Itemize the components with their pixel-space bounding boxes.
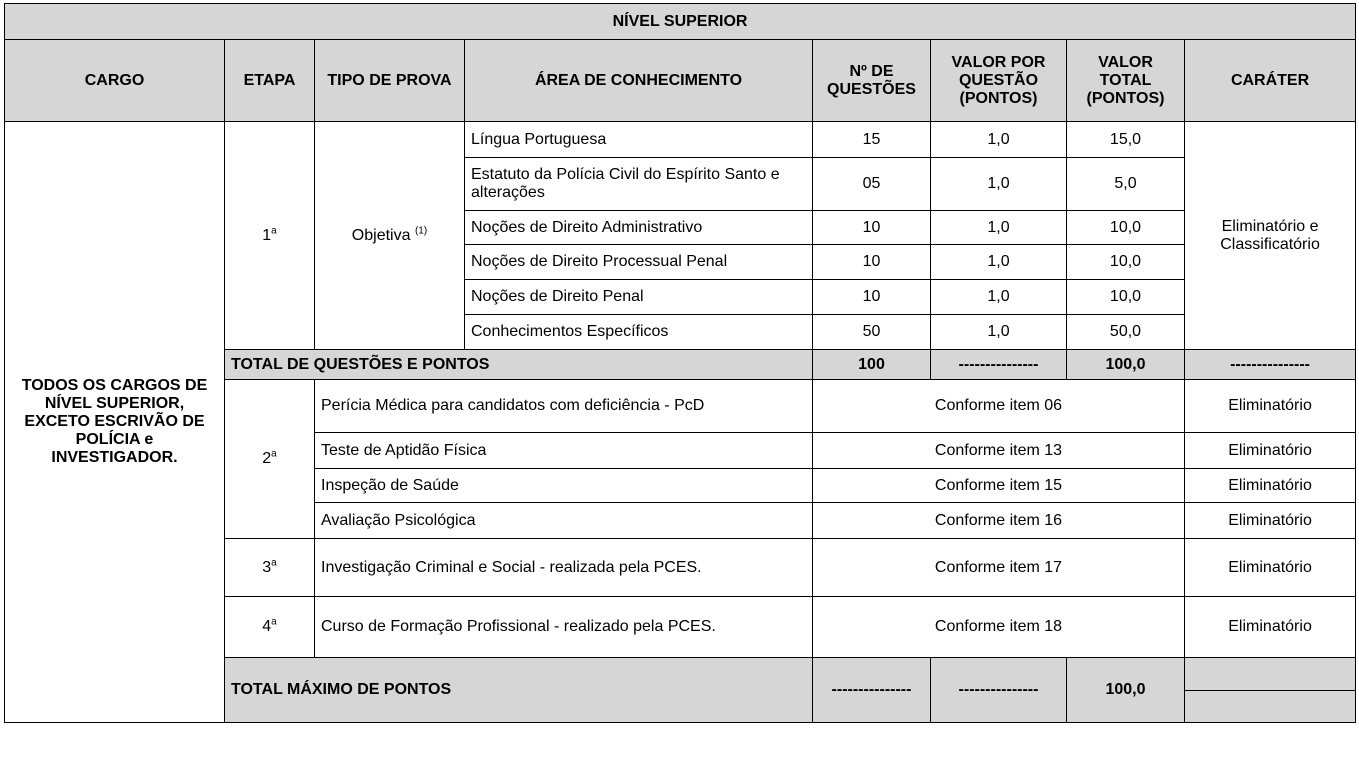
total-maximo-total: 100,0 — [1067, 658, 1185, 723]
stage-carater: Eliminatório — [1185, 539, 1356, 597]
exam-table — [4, 3, 1356, 723]
table-row — [5, 122, 1356, 158]
etapa-ordinal: a — [271, 225, 277, 237]
etapa-number: 2 — [262, 450, 272, 467]
total-cell: 15,0 — [1067, 122, 1185, 158]
etapa-1 — [225, 122, 315, 350]
cargo-cell: TODOS OS CARGOS DE NÍVEL SUPERIOR, EXCETO ESCRIVÃO DE POLÍCIA e INVESTIGADOR. — [5, 122, 225, 723]
total-maximo-label: TOTAL MÁXIMO DE PONTOS — [225, 658, 813, 723]
stage-ref: Conforme item 17 — [813, 539, 1185, 597]
empty-line — [1185, 690, 1355, 691]
total-cell: 5,0 — [1067, 158, 1185, 211]
etapa-ordinal: a — [271, 448, 277, 460]
total-cell: 10,0 — [1067, 245, 1185, 280]
stage-carater: Eliminatório — [1185, 433, 1356, 469]
tipo-note: (1) — [414, 225, 428, 237]
questoes-cell: 10 — [813, 245, 931, 280]
questoes-cell: 10 — [813, 211, 931, 245]
stage-carater: Eliminatório — [1185, 597, 1356, 658]
tipo-prova — [315, 122, 465, 350]
questoes-cell: 10 — [813, 280, 931, 315]
stage-ref: Conforme item 18 — [813, 597, 1185, 658]
stage-desc: Inspeção de Saúde — [315, 469, 813, 503]
valor-cell: 1,0 — [931, 280, 1067, 315]
stage-ref: Conforme item 13 — [813, 433, 1185, 469]
total-cell: 50,0 — [1067, 315, 1185, 350]
total-maximo-valor: --------------- — [931, 658, 1067, 723]
questoes-cell: 15 — [813, 122, 931, 158]
total-cell: 10,0 — [1067, 211, 1185, 245]
carater-stage1: Eliminatório e Classificatório — [1185, 122, 1356, 350]
stage-carater: Eliminatório — [1185, 503, 1356, 539]
stage-desc: Perícia Médica para candidatos com deficiência - PcD — [315, 380, 813, 433]
stage-ref: Conforme item 06 — [813, 380, 1185, 433]
header-valor-questao: VALOR POR QUESTÃO (PONTOS) — [931, 40, 1067, 122]
valor-cell: 1,0 — [931, 211, 1067, 245]
total-questoes-valor: --------------- — [931, 350, 1067, 380]
etapa-ordinal: a — [271, 557, 277, 569]
stage-carater: Eliminatório — [1185, 469, 1356, 503]
total-questoes-carater: --------------- — [1185, 350, 1356, 380]
header-row — [5, 40, 1356, 122]
area-cell: Língua Portuguesa — [465, 122, 813, 158]
header-questoes: Nº DE QUESTÕES — [813, 40, 931, 122]
total-maximo-carater — [1185, 658, 1356, 723]
total-questoes-count: 100 — [813, 350, 931, 380]
header-etapa: ETAPA — [225, 40, 315, 122]
valor-cell: 1,0 — [931, 315, 1067, 350]
total-questoes-total: 100,0 — [1067, 350, 1185, 380]
area-cell: Noções de Direito Administrativo — [465, 211, 813, 245]
area-cell: Conhecimentos Específicos — [465, 315, 813, 350]
header-cargo: CARGO — [5, 40, 225, 122]
questoes-cell: 05 — [813, 158, 931, 211]
area-cell: Noções de Direito Penal — [465, 280, 813, 315]
valor-cell: 1,0 — [931, 245, 1067, 280]
total-maximo-questoes: --------------- — [813, 658, 931, 723]
etapa-number: 3 — [262, 558, 272, 576]
etapa-3 — [225, 539, 315, 597]
tipo-label: Objetiva — [351, 226, 411, 244]
questoes-cell: 50 — [813, 315, 931, 350]
title-row — [5, 4, 1356, 40]
stage-ref: Conforme item 16 — [813, 503, 1185, 539]
header-valor-total: VALOR TOTAL (PONTOS) — [1067, 40, 1185, 122]
total-questoes-label: TOTAL DE QUESTÕES E PONTOS — [225, 350, 813, 380]
header-carater: CARÁTER — [1185, 40, 1356, 122]
valor-cell: 1,0 — [931, 122, 1067, 158]
valor-cell: 1,0 — [931, 158, 1067, 211]
total-cell: 10,0 — [1067, 280, 1185, 315]
header-area: ÁREA DE CONHECIMENTO — [465, 40, 813, 122]
stage-ref: Conforme item 15 — [813, 469, 1185, 503]
etapa-ordinal: a — [271, 616, 277, 628]
etapa-4 — [225, 597, 315, 658]
table-title: NÍVEL SUPERIOR — [5, 4, 1356, 40]
stage-desc: Investigação Criminal e Social - realizada pela PCES. — [315, 539, 813, 597]
etapa-number: 1 — [262, 226, 272, 244]
etapa-2 — [225, 380, 315, 539]
area-cell: Estatuto da Polícia Civil do Espírito Santo e alterações — [465, 158, 813, 211]
stage-carater: Eliminatório — [1185, 380, 1356, 433]
stage-desc: Curso de Formação Profissional - realizado pela PCES. — [315, 597, 813, 658]
stage-desc: Avaliação Psicológica — [315, 503, 813, 539]
header-tipo: TIPO DE PROVA — [315, 40, 465, 122]
stage-desc: Teste de Aptidão Física — [315, 433, 813, 469]
area-cell: Noções de Direito Processual Penal — [465, 245, 813, 280]
etapa-number: 4 — [262, 618, 272, 635]
